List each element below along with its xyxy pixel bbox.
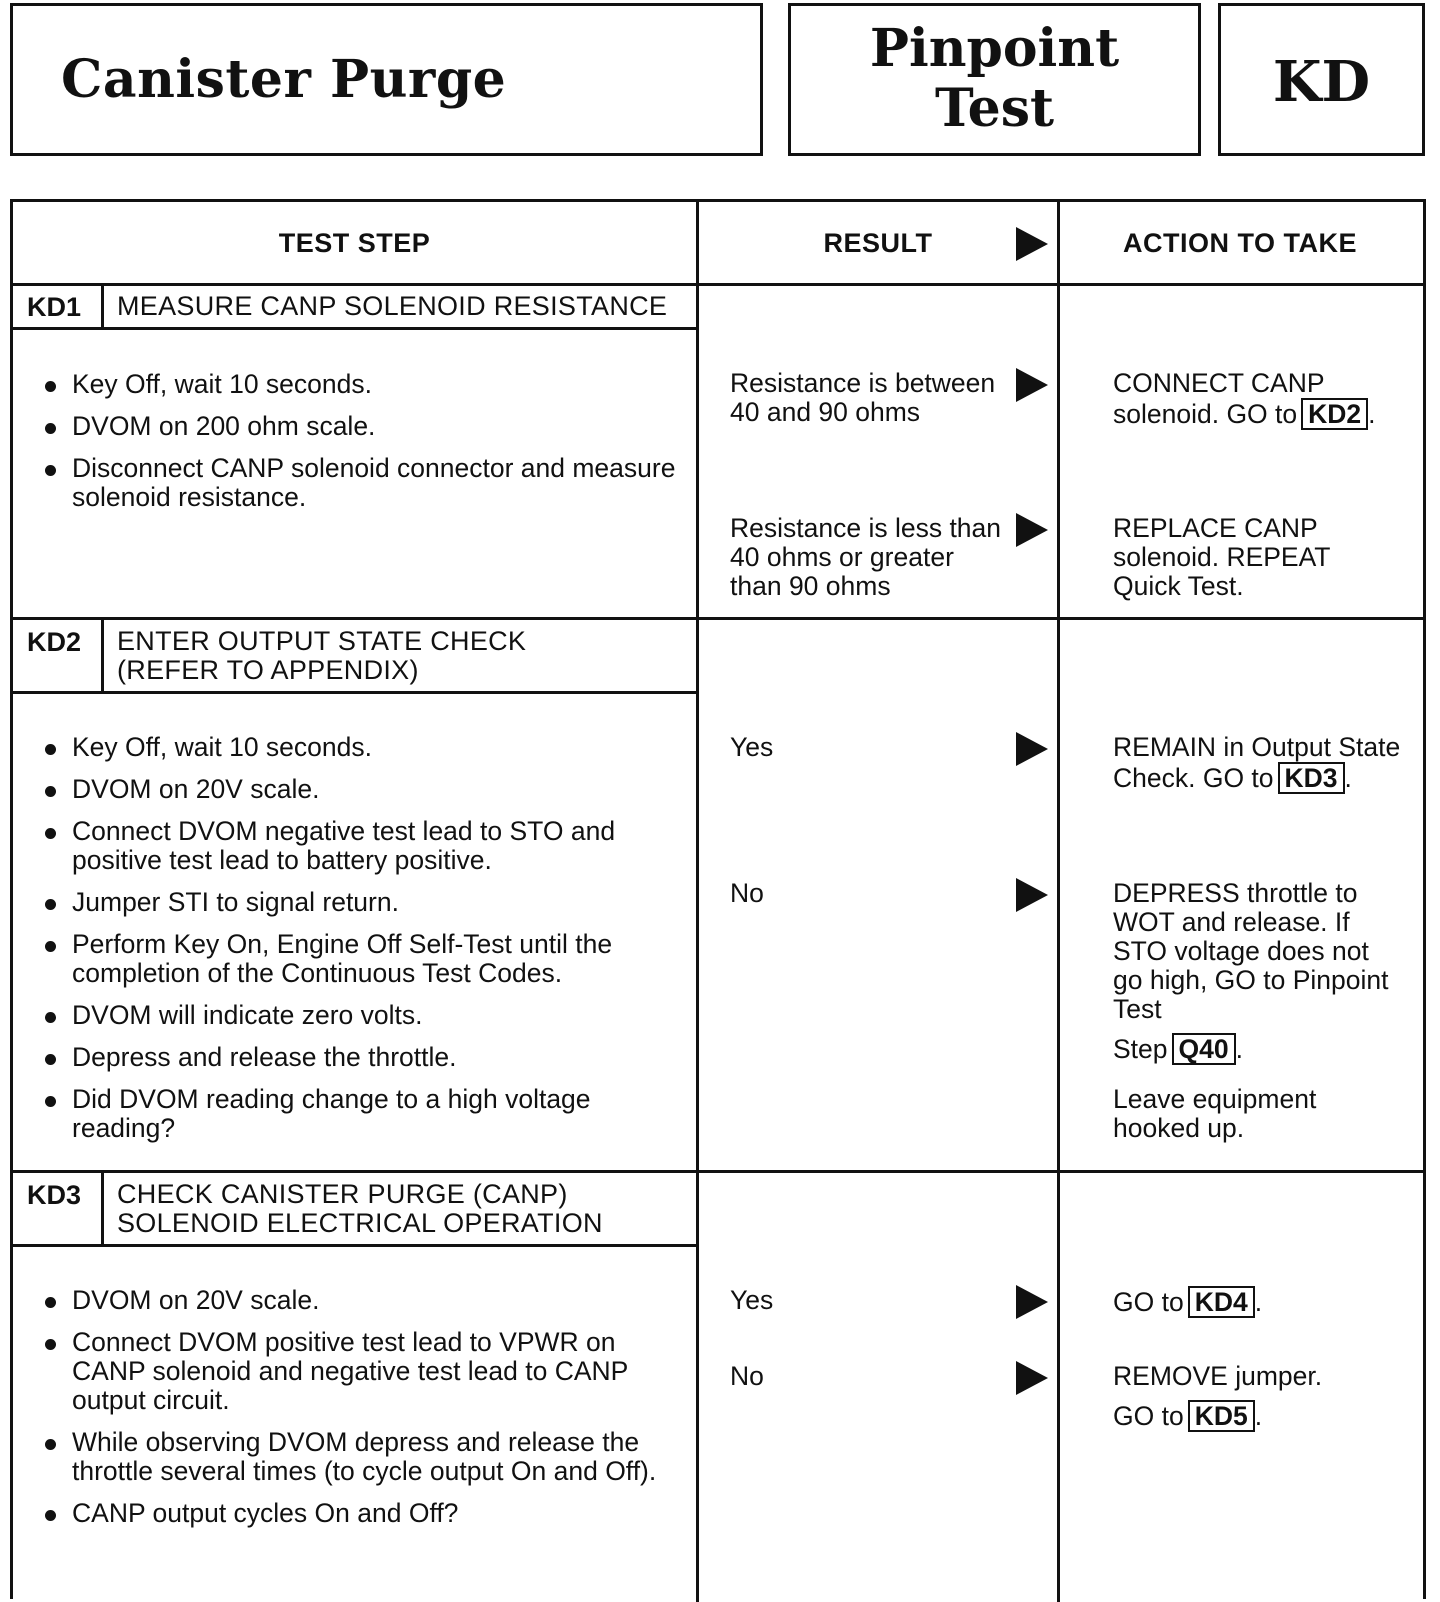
bullet-item: While observing DVOM depress and release the throttle several times (to cycle output On and Off).: [43, 1428, 688, 1486]
step-bullets: [43, 733, 683, 1156]
title-box: [10, 3, 763, 156]
bullet-item: DVOM on 20V scale.: [43, 1286, 688, 1315]
column-divider-1: [696, 202, 699, 1602]
col-header-result: RESULT: [823, 228, 933, 258]
goto-q40-ref[interactable]: Q40: [1172, 1033, 1236, 1065]
goto-kd5-ref[interactable]: KD5: [1188, 1400, 1255, 1432]
action-text: REPLACE CANP solenoid. REPEAT Quick Test.: [1113, 513, 1331, 601]
col-header-action: ACTION TO TAKE: [1123, 228, 1357, 258]
bullet-item: Jumper STI to signal return.: [43, 888, 683, 917]
result-text: Resistance is between 40 and 90 ohms: [730, 368, 996, 427]
arrow-icon: [1016, 732, 1048, 766]
action-text: REMAIN in Output State Check. GO to KD3 .: [1113, 732, 1401, 793]
bullet-item: DVOM on 200 ohm scale.: [43, 412, 683, 441]
step-separator: [13, 617, 1426, 620]
bullet-item: Did DVOM reading change to a high voltage reading?: [43, 1085, 683, 1143]
step-title: CHECK CANISTER PURGE (CANP) SOLENOID ELECTRICAL OPERATION: [117, 1179, 603, 1238]
step-title: MEASURE CANP SOLENOID RESISTANCE: [117, 291, 668, 321]
step-title-rule: [13, 691, 696, 694]
result-text: No: [730, 1361, 764, 1391]
step-code-divider: [101, 1170, 104, 1247]
header-rule: [13, 283, 1426, 286]
step-bullets: [43, 370, 683, 525]
step-separator: [13, 1170, 1426, 1173]
goto-kd4-ref[interactable]: KD4: [1188, 1286, 1255, 1318]
bullet-item: CANP output cycles On and Off?: [43, 1499, 688, 1528]
column-divider-2: [1057, 202, 1060, 1602]
arrow-icon: [1016, 1285, 1048, 1319]
goto-kd2-ref[interactable]: KD2: [1301, 398, 1368, 430]
step-code-divider: [101, 283, 104, 330]
result-text: Resistance is less than 40 ohms or greater than 90 ohms: [730, 513, 1002, 601]
page-title: Canister Purge: [61, 49, 507, 110]
step-title-rule: [13, 1244, 696, 1247]
step-title-rule: [13, 327, 696, 330]
result-text: Yes: [730, 732, 774, 762]
step-code-divider: [101, 617, 104, 694]
bullet-item: DVOM will indicate zero volts.: [43, 1001, 683, 1030]
bullet-item: Depress and release the throttle.: [43, 1043, 683, 1072]
code-box: [1218, 3, 1425, 156]
bullet-item: Disconnect CANP solenoid connector and measure solenoid resistance.: [43, 454, 683, 512]
bullet-item: Connect DVOM positive test lead to VPWR on CANP solenoid and negative test lead to CANP output circuit.: [43, 1328, 688, 1415]
result-text: No: [730, 878, 764, 908]
step-code: KD2: [27, 627, 82, 657]
action-text: GO to KD4 .: [1113, 1287, 1263, 1317]
arrow-icon: [1016, 513, 1048, 547]
pinpoint-line2: Test: [934, 78, 1055, 139]
step-title: ENTER OUTPUT STATE CHECK (REFER TO APPENDIX): [117, 626, 527, 685]
action-text: REMOVE jumper. GO to KD5 .: [1113, 1361, 1323, 1431]
goto-kd3-ref[interactable]: KD3: [1278, 762, 1345, 794]
col-header-test-step: TEST STEP: [278, 228, 431, 258]
arrow-icon: [1016, 1361, 1048, 1395]
bullet-item: Perform Key On, Engine Off Self-Test until the completion of the Continuous Test Codes.: [43, 930, 683, 988]
step-code: KD3: [27, 1180, 82, 1210]
result-text: Yes: [730, 1285, 774, 1315]
arrow-icon: [1016, 227, 1048, 261]
bullet-item: Connect DVOM negative test lead to STO and positive test lead to battery positive.: [43, 817, 683, 875]
bullet-item: Key Off, wait 10 seconds.: [43, 733, 683, 762]
pinpoint-line1: Pinpoint: [869, 18, 1120, 79]
action-text: CONNECT CANP solenoid. GO to KD2 .: [1113, 368, 1376, 429]
step-bullets: [43, 1286, 688, 1541]
pinpoint-box: [788, 3, 1201, 156]
bullet-item: DVOM on 20V scale.: [43, 775, 683, 804]
test-code: KD: [1272, 49, 1371, 115]
step-code: KD1: [27, 292, 82, 322]
pinpoint-table: [10, 199, 1426, 1599]
bullet-item: Key Off, wait 10 seconds.: [43, 370, 683, 399]
action-text: DEPRESS throttle to WOT and release. If STO voltage does not go high, GO to Pinpoint Test Step Q40 . Leave equipment hooked up.: [1113, 878, 1389, 1143]
arrow-icon: [1016, 368, 1048, 402]
pinpoint-label: [791, 19, 1198, 139]
arrow-icon: [1016, 878, 1048, 912]
